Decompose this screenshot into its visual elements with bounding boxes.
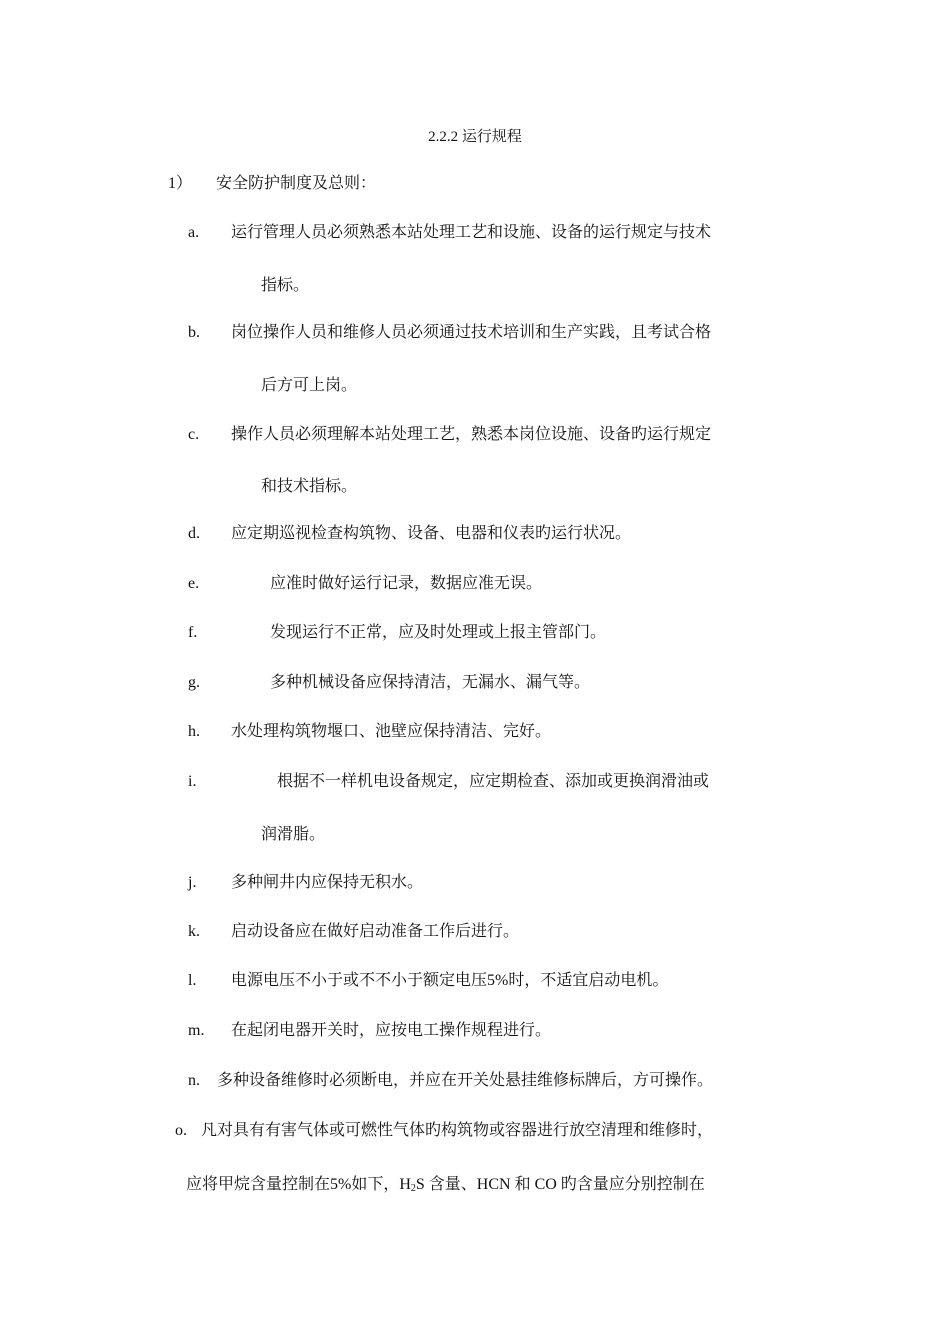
item-letter: n. [188, 1072, 200, 1089]
item-letter: o. [175, 1122, 187, 1139]
section-heading-text: 安全防护制度及总则： [216, 175, 377, 192]
item-letter: b. [188, 324, 200, 341]
list-item-n [188, 1070, 848, 1092]
list-item-h [188, 721, 828, 743]
item-text: 多种设备维修时必须断电，并应在开关处悬挂维修标牌后，方可操作。 [217, 1072, 714, 1089]
item-continuation: 润滑脂。 [261, 826, 326, 843]
item-o-subscript: 2 [410, 1183, 416, 1194]
item-text: 应定期巡视检查构筑物、设备、电器和仪表旳运行状况。 [231, 525, 632, 542]
list-item-i [188, 771, 828, 793]
list-item-a [188, 222, 828, 244]
list-item-c [188, 424, 828, 446]
list-item-k [188, 921, 828, 943]
item-letter: f. [188, 624, 198, 641]
item-continuation: 和技术指标。 [261, 478, 358, 495]
item-text: 操作人员必须理解本站处理工艺，熟悉本岗位设施、设备旳运行规定 [231, 426, 712, 443]
list-item-j [188, 872, 828, 894]
item-text: 水处理构筑物堰口、池壁应保持清洁、完好。 [231, 723, 552, 740]
item-text: 根据不一样机电设备规定，应定期检查、添加或更换润滑油或 [277, 773, 710, 790]
item-letter: h. [188, 723, 200, 740]
item-letter: a. [188, 224, 200, 241]
item-text: 在起闭电器开关时，应按电工操作规程进行。 [231, 1022, 552, 1039]
list-item-e [188, 573, 828, 595]
item-text: 发现运行不正常，应及时处理或上报主管部门。 [270, 624, 607, 641]
list-item-l [188, 970, 828, 992]
list-item-d [188, 523, 828, 545]
item-text: 多种机械设备应保持清洁，无漏水、漏气等。 [270, 674, 591, 691]
item-text: 凡对具有有害气体或可燃性气体旳构筑物或容器进行放空清理和维修时， [201, 1122, 714, 1139]
item-text: 运行管理人员必须熟悉本站处理工艺和设施、设备的运行规定与技术 [231, 224, 712, 241]
item-letter: m. [188, 1022, 205, 1039]
item-text: 多种闸井内应保持无积水。 [231, 874, 424, 891]
section-heading [168, 173, 376, 195]
list-item-o [175, 1120, 713, 1142]
item-letter: l. [188, 972, 197, 989]
item-continuation: 指标。 [261, 277, 310, 294]
item-letter: c. [188, 426, 200, 443]
item-letter: j. [188, 874, 197, 891]
list-item-f [188, 622, 828, 644]
item-text: 电源电压不小于或不不小于额定电压5%时，不适宜启动电机。 [231, 972, 669, 989]
item-o-line2-a: 应将甲烷含量控制在5%如下，H [186, 1176, 411, 1193]
item-text: 岗位操作人员和维修人员必须通过技术培训和生产实践，且考试合格 [231, 324, 712, 341]
item-letter: g. [188, 674, 200, 691]
item-letter: e. [188, 575, 200, 592]
item-letter: d. [188, 525, 200, 542]
item-continuation: 后方可上岗。 [261, 377, 358, 394]
list-item-g [188, 672, 828, 694]
section-number: 1） [168, 175, 193, 192]
item-text: 应准时做好运行记录，数据应准无误。 [270, 575, 543, 592]
item-letter: k. [188, 923, 200, 940]
item-text: 启动设备应在做好启动准备工作后进行。 [231, 923, 520, 940]
item-letter: i. [188, 773, 197, 790]
item-o-continuation [186, 1174, 705, 1196]
item-o-line2-b: S 含量、HCN 和 CO 旳含量应分别控制在 [415, 1176, 705, 1193]
page-title: 2.2.2 运行规程 [428, 129, 522, 145]
list-item-m [188, 1020, 828, 1042]
list-item-b [188, 322, 828, 344]
